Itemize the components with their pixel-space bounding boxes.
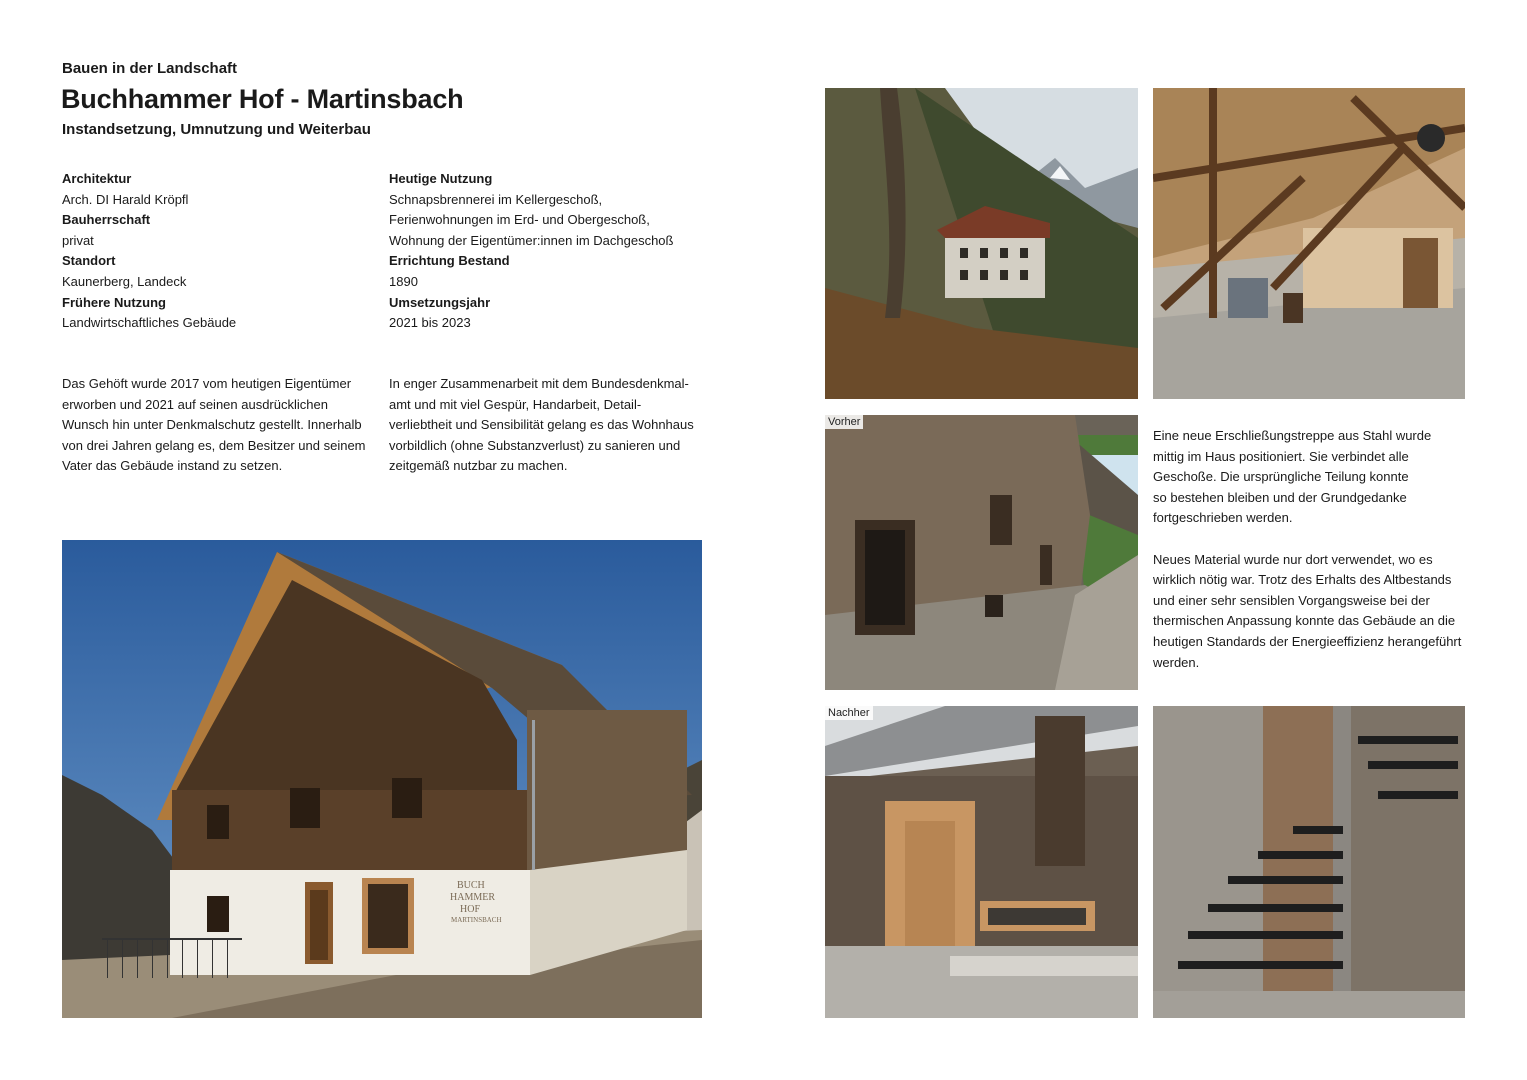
fact-label: Heutige Nutzung xyxy=(389,171,493,186)
landscape-photo xyxy=(825,88,1138,399)
fact-label: Standort xyxy=(62,253,116,269)
sign-line4: MARTINSBACH xyxy=(451,916,502,924)
text-line: Eine neue Erschließungstreppe aus Stahl wurde xyxy=(1153,428,1432,443)
fact-value: Wohnung der Eigentümer:innen im Dachgeschoß xyxy=(389,232,674,248)
sign-line1: BUCH xyxy=(457,880,485,891)
text-line: thermischen Anpassung konnte das Gebäude an die xyxy=(1153,613,1456,629)
text-line: amt und mit viel Gespür, Handarbeit, Detail- xyxy=(389,396,642,412)
text-line: Neues Material wurde nur dort verwendet, wo es xyxy=(1153,551,1433,567)
text-line: zeitgemäß nutzbar zu machen. xyxy=(389,458,568,474)
facts-right xyxy=(389,169,719,334)
after-photo xyxy=(825,706,1138,1018)
attic-interior-photo xyxy=(1153,88,1465,399)
staircase-photo xyxy=(1153,706,1465,1018)
text-line: Geschoße. Die ursprüngliche Teilung konnte xyxy=(1153,469,1409,485)
fact-value: privat xyxy=(62,232,94,248)
text-line: verliebtheit und Sensibilität gelang es das Wohnhaus xyxy=(389,417,694,433)
text-line: Das Gehöft wurde 2017 vom heutigen Eigentümer xyxy=(62,376,352,391)
text-line: so bestehen bleiben und der Grundgedanke xyxy=(1153,489,1407,505)
fact-label: Frühere Nutzung xyxy=(62,294,166,310)
text-line: vorbildlich (ohne Substanzverlust) zu sanieren und xyxy=(389,437,681,453)
sign-line3: HOF xyxy=(460,904,481,915)
fact-value: Schnapsbrennerei im Kellergeschoß, xyxy=(389,191,603,207)
fact-value: Arch. DI Harald Kröpfl xyxy=(62,191,189,207)
fact-label: Errichtung Bestand xyxy=(389,253,510,269)
fact-label: Umsetzungsjahr xyxy=(389,294,491,310)
farmhouse-exterior-photo xyxy=(62,540,702,1018)
text-line: Vater das Gebäude instand zu setzen. xyxy=(62,458,283,474)
side-text xyxy=(1153,426,1473,673)
text-line: wirklich nötig war. Trotz des Erhalts des Altbestands xyxy=(1153,572,1452,588)
sign-line2: HAMMER xyxy=(450,892,496,903)
text-line: werden. xyxy=(1153,654,1200,670)
after-tag: Nachher xyxy=(825,706,873,720)
fact-value: 1890 xyxy=(389,273,418,289)
fact-value: 2021 bis 2023 xyxy=(389,315,471,331)
fact-label: Bauherrschaft xyxy=(62,212,151,228)
text-line: erworben und 2021 auf seinen ausdrücklichen xyxy=(62,396,328,412)
fact-value: Landwirtschaftliches Gebäude xyxy=(62,315,237,331)
text-line: heutigen Standards der Energieeffizienz herangeführt xyxy=(1153,633,1462,649)
body-text-col1 xyxy=(62,374,382,477)
fact-value: Kaunerberg, Landeck xyxy=(62,273,187,289)
text-line: In enger Zusammenarbeit mit dem Bundesdenkmal- xyxy=(389,376,689,391)
before-photo xyxy=(825,415,1138,690)
fact-value: Ferienwohnungen im Erd- und Obergeschoß, xyxy=(389,212,650,228)
section-kicker: Bauen in der Landschaft xyxy=(62,60,238,77)
before-tag: Vorher xyxy=(825,415,863,429)
paragraph-gap xyxy=(1153,529,1473,550)
facts-left xyxy=(62,169,362,334)
text-line: Wunsch hin unter Denkmalschutz gestellt. Innerhalb xyxy=(62,417,362,433)
text-line: von drei Jahren gelang es, dem Besitzer und seinem xyxy=(62,437,366,453)
body-text-col2 xyxy=(389,374,719,477)
text-line: fortgeschrieben werden. xyxy=(1153,510,1293,526)
page-subtitle: Instandsetzung, Umnutzung und Weiterbau xyxy=(62,121,371,138)
page-title: Buchhammer Hof - Martinsbach xyxy=(61,84,464,114)
fact-label: Architektur xyxy=(62,171,132,186)
text-line: und einer sehr sensiblen Vorgangsweise bei der xyxy=(1153,592,1430,608)
text-line: mittig im Haus positioniert. Sie verbindet alle xyxy=(1153,448,1409,464)
